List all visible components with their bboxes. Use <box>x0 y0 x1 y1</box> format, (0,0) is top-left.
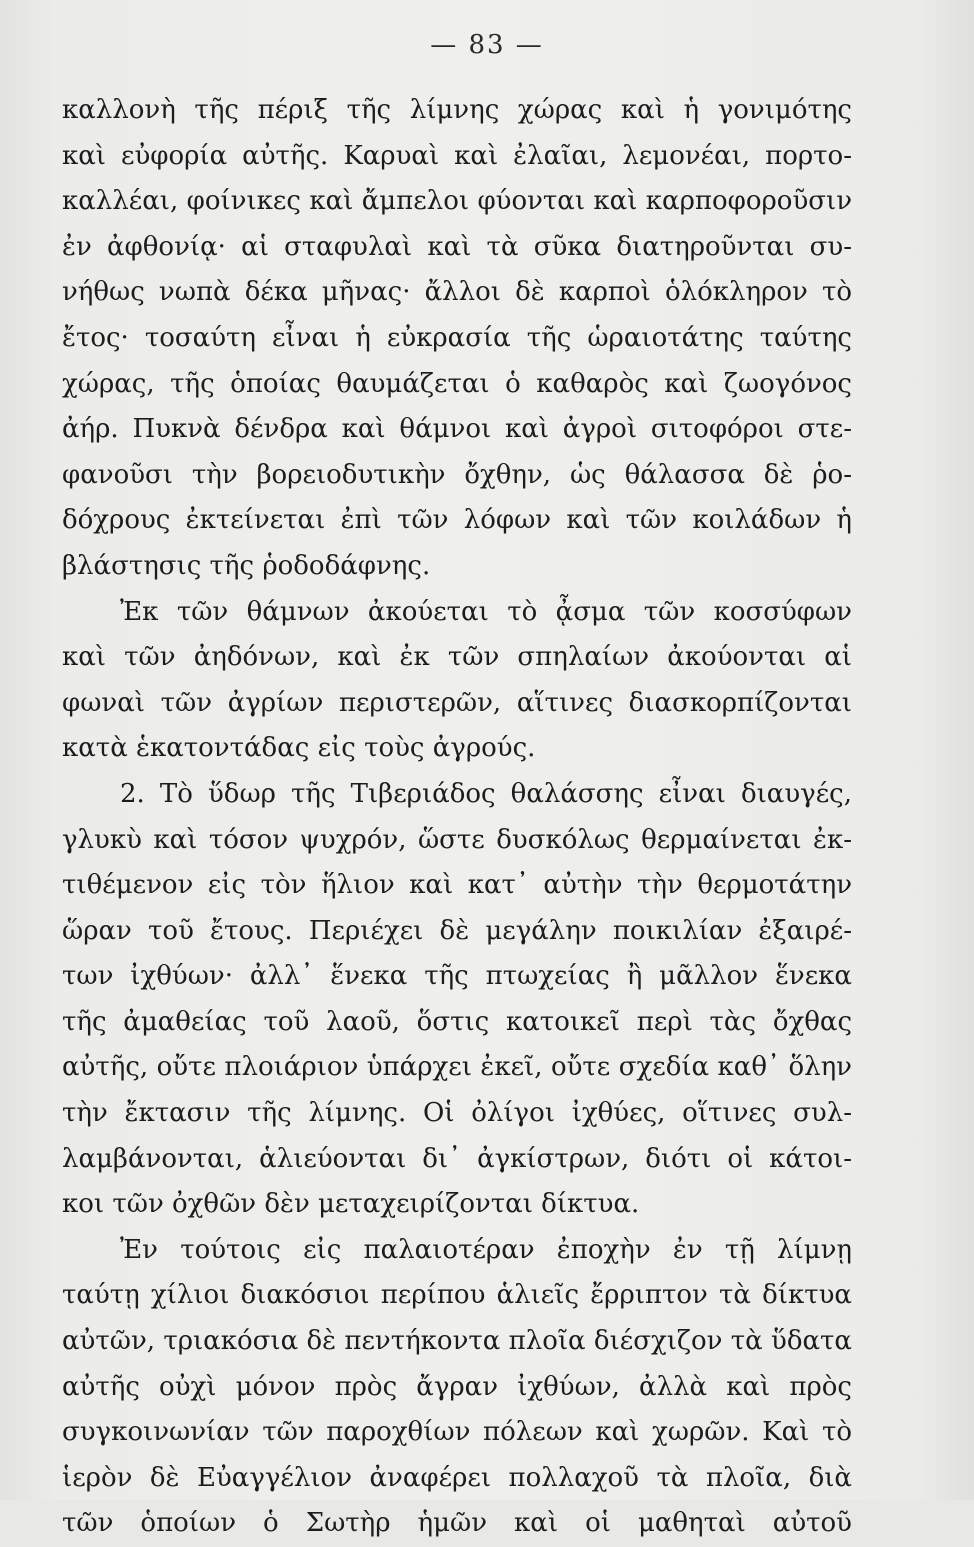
text-line: κοι τῶν ὀχθῶν δὲν μεταχειρίζονται δίκτυα. <box>62 1189 640 1220</box>
text-line: καλλονὴ τῆς πέριξ τῆς λίμνης χώρας καὶ ἡ γονιμότης <box>62 95 852 125</box>
text-line: 2. Τὸ ὕδωρ τῆς Τιβεριάδος θαλάσσης εἶναι διαυγές, <box>120 778 852 809</box>
body-text <box>62 88 852 1547</box>
text-line: τῶν ὁποίων ὁ Σωτὴρ ἡμῶν καὶ οἱ μαθηταὶ αὐτοῦ <box>62 1508 852 1539</box>
page-number: — 83 — <box>430 30 544 60</box>
text-line: αὐτῆς, οὔτε πλοιάριον ὑπάρχει ἐκεῖ, οὔτε σχεδία καθ᾽ ὅλην <box>62 1052 852 1083</box>
text-line: φωναὶ τῶν ἀγρίων περιστερῶν, αἵτινες διασκορπίζονται <box>62 687 852 718</box>
text-line: ἔτος· τοσαύτη εἶναι ἡ εὐκρασία τῆς ὡραιοτάτης ταύτης <box>62 322 852 353</box>
text-line: ἐν ἀφθονίᾳ· αἱ σταφυλαὶ καὶ τὰ σῦκα διατηροῦνται συ- <box>62 231 852 262</box>
text-line: των ἰχθύων· ἀλλ᾽ ἕνεκα τῆς πτωχείας ἢ μᾶλλον ἕνεκα <box>62 961 852 992</box>
text-line: συγκοινωνίαν τῶν παροχθίων πόλεων καὶ χωρῶν. Καὶ τὸ <box>62 1417 852 1448</box>
text-line: καλλέαι, φοίνικες καὶ ἄμπελοι φύονται καὶ καρποφοροῦσιν <box>62 186 852 217</box>
text-line: τῆς ἀμαθείας τοῦ λαοῦ, ὅστις κατοικεῖ περὶ τὰς ὄχθας <box>62 1006 852 1037</box>
text-line: τιθέμενον εἰς τὸν ἥλιον καὶ κατ᾽ αὐτὴν τὴν θερμοτάτην <box>62 870 852 901</box>
text-line: αὐτῆς οὐχὶ μόνον πρὸς ἄγραν ἰχθύων, ἀλλὰ καὶ πρὸς <box>62 1371 852 1402</box>
text-line: αὐτῶν, τριακόσια δὲ πεντήκοντα πλοῖα διέσχιζον τὰ ὕδατα <box>62 1326 852 1357</box>
text-line: ὥραν τοῦ ἔτους. Περιέχει δὲ μεγάλην ποικιλίαν ἐξαιρέ- <box>62 915 852 946</box>
text-line: Ἐν τούτοις εἰς παλαιοτέραν ἐποχὴν ἐν τῇ λίμνῃ <box>120 1234 852 1265</box>
text-line: καὶ εὐφορία αὐτῆς. Καρυαὶ καὶ ἐλαῖαι, λεμονέαι, πορτο- <box>62 140 852 171</box>
text-line: γλυκὺ καὶ τόσον ψυχρόν, ὥστε δυσκόλως θερμαίνεται ἐκ- <box>62 824 852 855</box>
text-line: δόχρους ἐκτείνεται ἐπὶ τῶν λόφων καὶ τῶν κοιλάδων ἡ <box>62 505 852 536</box>
text-line: χώρας, τῆς ὁποίας θαυμάζεται ὁ καθαρὸς καὶ ζωογόνος <box>62 368 852 399</box>
text-line: βλάστησις τῆς ῥοδοδάφνης. <box>62 550 431 581</box>
text-line: κατὰ ἑκατοντάδας εἰς τοὺς ἀγρούς. <box>62 733 536 764</box>
text-line: λαμβάνονται, ἁλιεύονται δι᾽ ἀγκίστρων, διότι οἱ κάτοι- <box>62 1143 852 1174</box>
text-line: ταύτῃ χίλιοι διακόσιοι περίπου ἁλιεῖς ἔρριπτον τὰ δίκτυα <box>62 1280 852 1311</box>
text-line: ἱερὸν δὲ Εὐαγγέλιον ἀναφέρει πολλαχοῦ τὰ πλοῖα, διὰ <box>62 1462 852 1493</box>
text-line: τὴν ἔκτασιν τῆς λίμνης. Οἱ ὀλίγοι ἰχθύες, οἵτινες συλ- <box>62 1098 852 1129</box>
text-line: φανοῦσι τὴν βορειοδυτικὴν ὄχθην, ὡς θάλασσα δὲ ῥο- <box>62 459 852 490</box>
text-line: ἀήρ. Πυκνὰ δένδρα καὶ θάμνοι καὶ ἀγροὶ σιτοφόροι στε- <box>62 414 852 445</box>
text-line: καὶ τῶν ἀηδόνων, καὶ ἐκ τῶν σπηλαίων ἀκούονται αἱ <box>62 642 852 673</box>
text-line: Ἐκ τῶν θάμνων ἀκούεται τὸ ᾆσμα τῶν κοσσύφων <box>120 596 852 627</box>
text-line: νήθως νωπὰ δέκα μῆνας· ἄλλοι δὲ καρποὶ ὁλόκληρον τὸ <box>62 277 852 308</box>
